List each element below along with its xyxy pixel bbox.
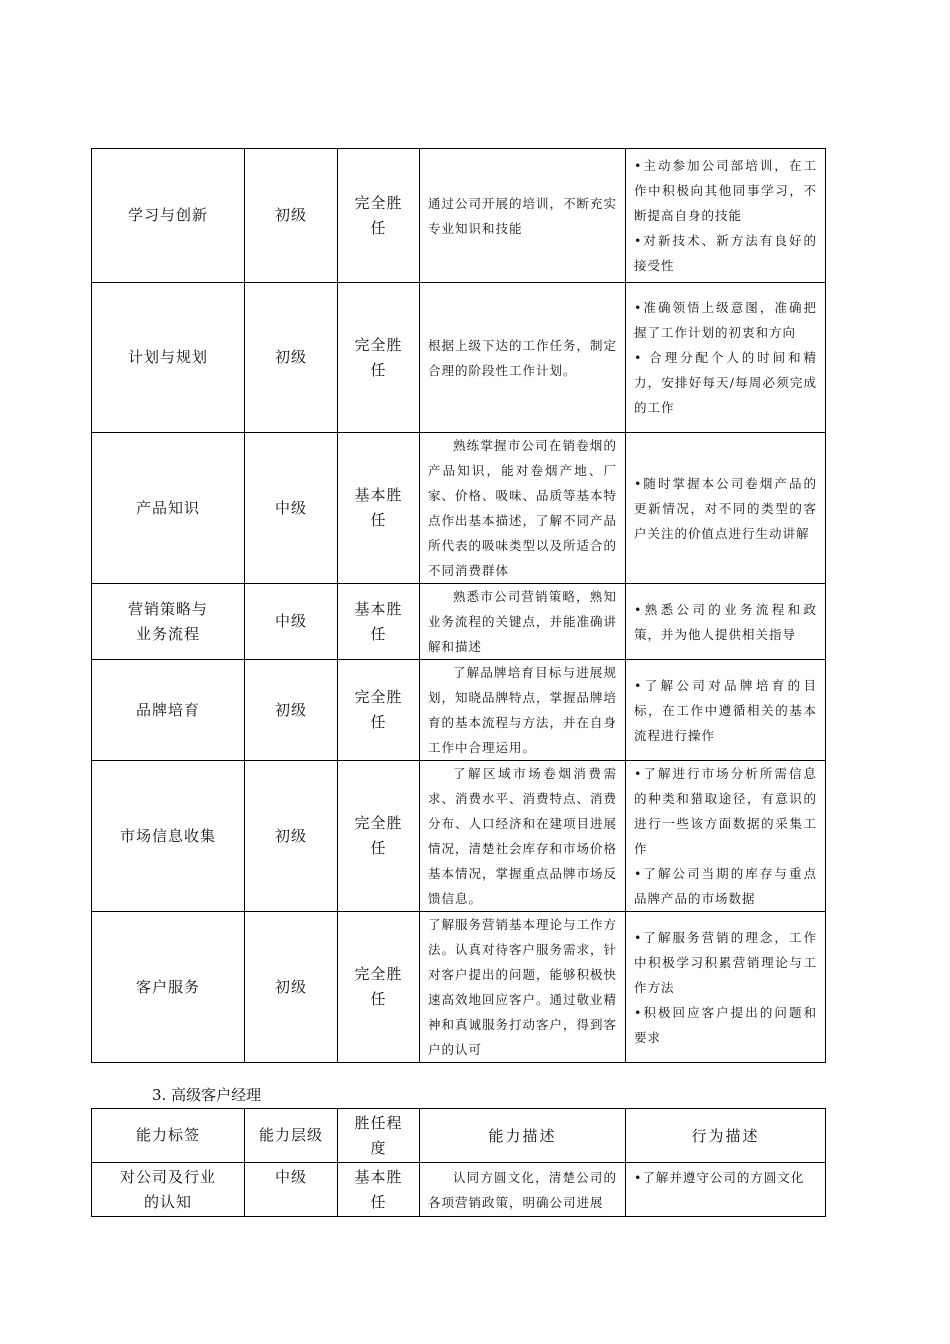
ability-level: 初级 [245, 149, 338, 283]
ability-label: 计划与规划 [92, 283, 245, 433]
behavior-description: •熟悉公司的业务流程和政策，并为他人提供相关指导 [626, 584, 826, 660]
ability-label: 市场信息收集 [92, 761, 245, 912]
behavior-description: •了解进行市场分析所需信息的种类和猎取途径，有意识的进行一些该方面数据的采集工作 •了解公司当期的库存与重点品牌产品的市场数据 [626, 761, 826, 912]
behavior-description: •准确领悟上级意图，准确把握了工作计划的初衷和方向 • 合理分配个人的时间和精力，安排好每天/每周必须完成的工作 [626, 283, 826, 433]
behavior-description: •了解并遵守公司的方圆文化 [626, 1163, 826, 1217]
competency-degree: 基本胜 任 [338, 433, 420, 584]
table-row [92, 283, 826, 433]
header-ability-description: 能力描述 [420, 1109, 626, 1163]
ability-label: 品牌培育 [92, 660, 245, 761]
ability-description: 了解区域市场卷烟消费需求、消费水平、消费特点、消费分布、人口经济和在建项目进展情况，清楚社会库存和市场价格基本情况，掌握重点品牌市场反馈信息。 [420, 761, 626, 912]
competency-degree: 完全胜 任 [338, 912, 420, 1063]
ability-level: 中级 [245, 584, 338, 660]
ability-level: 初级 [245, 912, 338, 1063]
ability-description: 了解品牌培育目标与进展规划，知晓品牌特点，掌握品牌培育的基本流程与方法，并在自身工作中合理运用。 [420, 660, 626, 761]
ability-description: 认同方圆文化，清楚公司的各项营销政策，明确公司进展 [420, 1163, 626, 1217]
table-row [92, 912, 826, 1063]
competency-degree: 完全胜 任 [338, 761, 420, 912]
ability-label: 学习与创新 [92, 149, 245, 283]
header-competency-degree: 胜任程 度 [338, 1109, 420, 1163]
header-behavior-description: 行为描述 [626, 1109, 826, 1163]
behavior-description: •随时掌握本公司卷烟产品的更新情况，对不同的类型的客户关注的价值点进行生动讲解 [626, 433, 826, 584]
competency-degree: 完全胜 任 [338, 149, 420, 283]
ability-description: 熟练掌握市公司在销卷烟的产品知识，能对卷烟产地、厂家、价格、吸味、品质等基本特点作出基本描述，了解不同产品所代表的吸味类型以及所适合的不同消费群体 [420, 433, 626, 584]
behavior-description: •了解公司对品牌培育的目标，在工作中遵循相关的基本流程进行操作 [626, 660, 826, 761]
ability-level: 初级 [245, 283, 338, 433]
table-row [92, 584, 826, 660]
ability-description: 通过公司开展的培训，不断充实专业知识和技能 [420, 149, 626, 283]
ability-level: 中级 [245, 1163, 338, 1217]
competency-table-2 [91, 1108, 826, 1217]
table-row [92, 1163, 826, 1217]
ability-label: 产品知识 [92, 433, 245, 584]
table-header-row [92, 1109, 826, 1163]
ability-level: 中级 [245, 433, 338, 584]
ability-level: 初级 [245, 761, 338, 912]
ability-description: 熟悉市公司营销策略，熟知业务流程的关键点，并能准确讲解和描述 [420, 584, 626, 660]
behavior-description: •主动参加公司部培训，在工作中积极向其他同事学习，不断提高自身的技能 •对新技术、新方法有良好的接受性 [626, 149, 826, 283]
competency-table-1 [91, 148, 826, 1063]
ability-description: 根据上级下达的工作任务，制定合理的阶段性工作计划。 [420, 283, 626, 433]
table-row [92, 761, 826, 912]
header-ability-label: 能力标签 [92, 1109, 245, 1163]
ability-label: 营销策略与 业务流程 [92, 584, 245, 660]
competency-degree: 基本胜 任 [338, 1163, 420, 1217]
ability-label: 对公司及行业 的认知 [92, 1163, 245, 1217]
ability-label: 客户服务 [92, 912, 245, 1063]
section-heading: 3. 高级客户经理 [152, 1086, 262, 1104]
competency-degree: 完全胜 任 [338, 660, 420, 761]
behavior-description: •了解服务营销的理念，工作中积极学习积累营销理论与工作方法 •积极回应客户提出的问题和要求 [626, 912, 826, 1063]
competency-degree: 基本胜 任 [338, 584, 420, 660]
table-row [92, 149, 826, 283]
ability-description: 了解服务营销基本理论与工作方法。认真对待客户服务需求，针对客户提出的问题，能够积极快速高效地回应客户。通过敬业精神和真诚服务打动客户，得到客户的认可 [420, 912, 626, 1063]
competency-degree: 完全胜 任 [338, 283, 420, 433]
table-row [92, 433, 826, 584]
table-row [92, 660, 826, 761]
header-ability-level: 能力层级 [245, 1109, 338, 1163]
ability-level: 初级 [245, 660, 338, 761]
